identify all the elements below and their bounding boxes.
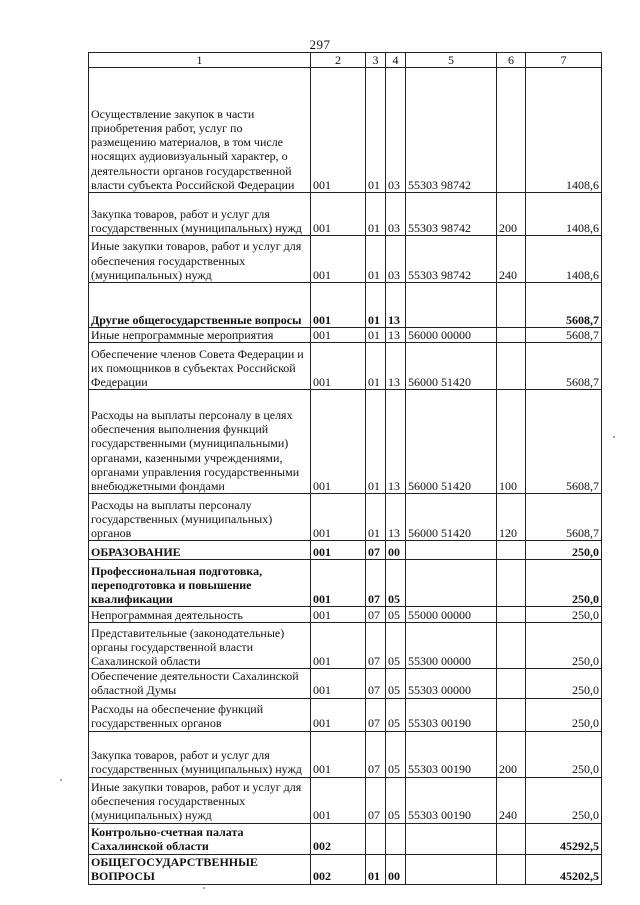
row-section-code: 07 (366, 731, 386, 777)
row-section-code: 01 (366, 68, 386, 193)
row-ministry-code: 001 (311, 607, 366, 623)
row-section-code: 01 (366, 390, 386, 494)
table-row (89, 68, 602, 193)
budget-table-body (89, 53, 602, 885)
row-description: Профессиональная подготовка, переподготовка и повышение квалификации (89, 560, 311, 607)
row-ministry-code: 001 (311, 193, 366, 236)
header-col-5: 5 (406, 53, 497, 68)
row-section-code: 01 (366, 283, 386, 328)
row-target-article: 55303 98742 (406, 193, 497, 236)
row-section-code: 01 (366, 328, 386, 343)
table-row (89, 607, 602, 623)
row-ministry-code: 001 (311, 68, 366, 193)
row-description: Закупка товаров, работ и услуг для государственных (муниципальных) нужд (89, 731, 311, 777)
row-amount: 1408,6 (526, 236, 602, 283)
row-ministry-code: 001 (311, 390, 366, 494)
row-ministry-code: 001 (311, 623, 366, 669)
row-description: Обеспечение деятельности Сахалинской областной Думы (89, 669, 311, 698)
row-section-code: 07 (366, 541, 386, 560)
scan-speck (60, 779, 62, 781)
row-expense-type (497, 560, 526, 607)
row-expense-type (497, 623, 526, 669)
row-target-article: 55303 00000 (406, 669, 497, 698)
row-target-article (406, 854, 497, 884)
row-ministry-code: 001 (311, 283, 366, 328)
table-row (89, 623, 602, 669)
table-row (89, 390, 602, 494)
row-target-article: 56000 00000 (406, 328, 497, 343)
row-description: Контрольно-счетная палата Сахалинской области (89, 823, 311, 854)
scan-speck (613, 436, 615, 438)
header-col-3: 3 (366, 53, 386, 68)
row-target-article (406, 560, 497, 607)
row-expense-type: 200 (497, 731, 526, 777)
row-subsection-code: 00 (386, 854, 406, 884)
row-description: Расходы на обеспечение функций государственных органов (89, 698, 311, 731)
row-ministry-code: 002 (311, 854, 366, 884)
row-amount: 5608,7 (526, 283, 602, 328)
row-subsection-code (386, 823, 406, 854)
row-amount: 1408,6 (526, 193, 602, 236)
row-section-code: 07 (366, 669, 386, 698)
row-expense-type (497, 669, 526, 698)
row-amount: 250,0 (526, 560, 602, 607)
row-expense-type: 100 (497, 390, 526, 494)
row-target-article: 56000 51420 (406, 494, 497, 541)
row-subsection-code: 05 (386, 607, 406, 623)
row-expense-type (497, 698, 526, 731)
row-section-code: 07 (366, 623, 386, 669)
row-ministry-code: 001 (311, 560, 366, 607)
row-description: Обеспечение членов Совета Федерации и их помощников в субъектах Российской Федерации (89, 343, 311, 390)
row-expense-type: 120 (497, 494, 526, 541)
row-description: Другие общегосударственные вопросы (89, 283, 311, 328)
header-col-1: 1 (89, 53, 311, 68)
row-ministry-code: 001 (311, 541, 366, 560)
table-row (89, 777, 602, 823)
row-expense-type (497, 541, 526, 560)
row-subsection-code: 13 (386, 328, 406, 343)
row-expense-type (497, 283, 526, 328)
row-target-article: 55303 00190 (406, 731, 497, 777)
page-number: 297 (309, 37, 331, 52)
row-description: Осуществление закупок в части приобретения работ, услуг по размещению материалов, в том числе носящих аудиовизуальный характер, о деятельности органов государственной власти субъекта Российской Федерации (89, 68, 311, 193)
row-section-code: 01 (366, 236, 386, 283)
row-ministry-code: 001 (311, 328, 366, 343)
row-amount: 5608,7 (526, 494, 602, 541)
row-target-article: 55000 00000 (406, 607, 497, 623)
row-ministry-code: 001 (311, 731, 366, 777)
row-subsection-code: 05 (386, 731, 406, 777)
row-description: Иные закупки товаров, работ и услуг для обеспечения государственных (муниципальных) нужд (89, 236, 311, 283)
row-section-code: 07 (366, 698, 386, 731)
row-expense-type (497, 328, 526, 343)
row-ministry-code: 002 (311, 823, 366, 854)
row-expense-type (497, 823, 526, 854)
row-amount: 5608,7 (526, 328, 602, 343)
row-target-article (406, 283, 497, 328)
header-col-6: 6 (497, 53, 526, 68)
row-ministry-code: 001 (311, 236, 366, 283)
row-expense-type (497, 854, 526, 884)
row-subsection-code: 13 (386, 283, 406, 328)
row-target-article: 55303 00190 (406, 777, 497, 823)
header-col-2: 2 (311, 53, 366, 68)
row-description: Расходы на выплаты персоналу государственных (муниципальных) органов (89, 494, 311, 541)
row-target-article: 55303 98742 (406, 68, 497, 193)
table-row (89, 698, 602, 731)
table-row (89, 283, 602, 328)
row-ministry-code: 001 (311, 669, 366, 698)
header-row (89, 53, 602, 68)
row-amount: 250,0 (526, 698, 602, 731)
row-subsection-code: 13 (386, 343, 406, 390)
table-row (89, 236, 602, 283)
row-amount: 5608,7 (526, 343, 602, 390)
row-amount: 250,0 (526, 623, 602, 669)
row-amount: 250,0 (526, 731, 602, 777)
row-amount: 250,0 (526, 607, 602, 623)
row-target-article: 55300 00000 (406, 623, 497, 669)
row-amount: 250,0 (526, 669, 602, 698)
table-row (89, 494, 602, 541)
table-row (89, 823, 602, 854)
row-expense-type: 240 (497, 236, 526, 283)
row-description: Иные закупки товаров, работ и услуг для обеспечения государственных (муниципальных) нужд (89, 777, 311, 823)
row-section-code: 01 (366, 343, 386, 390)
row-subsection-code: 05 (386, 560, 406, 607)
table-row (89, 669, 602, 698)
row-description: Иные непрограммные мероприятия (89, 328, 311, 343)
row-target-article (406, 823, 497, 854)
header-col-4: 4 (386, 53, 406, 68)
row-ministry-code: 001 (311, 343, 366, 390)
row-amount: 250,0 (526, 777, 602, 823)
row-subsection-code: 00 (386, 541, 406, 560)
row-ministry-code: 001 (311, 777, 366, 823)
row-target-article: 55303 00190 (406, 698, 497, 731)
table-row (89, 343, 602, 390)
row-description: ОБЩЕГОСУДАРСТВЕННЫЕ ВОПРОСЫ (89, 854, 311, 884)
row-expense-type: 240 (497, 777, 526, 823)
row-description: Расходы на выплаты персоналу в целях обеспечения выполнения функций государственными (муниципальными) органами, казенными учреждениями, органами управления государственными внебюджетными фондами (89, 390, 311, 494)
row-subsection-code: 05 (386, 669, 406, 698)
row-expense-type (497, 68, 526, 193)
row-description: Закупка товаров, работ и услуг для государственных (муниципальных) нужд (89, 193, 311, 236)
row-subsection-code: 05 (386, 698, 406, 731)
row-section-code: 01 (366, 193, 386, 236)
row-amount: 45292,5 (526, 823, 602, 854)
budget-table (88, 52, 602, 885)
row-amount: 45202,5 (526, 854, 602, 884)
row-expense-type: 200 (497, 193, 526, 236)
row-subsection-code: 03 (386, 68, 406, 193)
row-section-code: 07 (366, 560, 386, 607)
row-expense-type (497, 343, 526, 390)
row-target-article (406, 541, 497, 560)
row-amount: 250,0 (526, 541, 602, 560)
table-row (89, 854, 602, 884)
row-subsection-code: 03 (386, 236, 406, 283)
row-subsection-code: 13 (386, 390, 406, 494)
table-row (89, 541, 602, 560)
table-row (89, 193, 602, 236)
row-subsection-code: 03 (386, 193, 406, 236)
header-col-7: 7 (526, 53, 602, 68)
row-amount: 1408,6 (526, 68, 602, 193)
row-target-article: 55303 98742 (406, 236, 497, 283)
row-section-code: 01 (366, 494, 386, 541)
row-target-article: 56000 51420 (406, 390, 497, 494)
row-section-code: 01 (366, 854, 386, 884)
table-row (89, 560, 602, 607)
row-subsection-code: 13 (386, 494, 406, 541)
table-row (89, 328, 602, 343)
row-section-code: 07 (366, 777, 386, 823)
row-ministry-code: 001 (311, 698, 366, 731)
row-expense-type (497, 607, 526, 623)
row-description: Непрограммная деятельность (89, 607, 311, 623)
table-row (89, 731, 602, 777)
scan-speck (203, 887, 205, 889)
row-target-article: 56000 51420 (406, 343, 497, 390)
row-section-code: 07 (366, 607, 386, 623)
row-subsection-code: 05 (386, 777, 406, 823)
row-section-code (366, 823, 386, 854)
row-description: ОБРАЗОВАНИЕ (89, 541, 311, 560)
row-amount: 5608,7 (526, 390, 602, 494)
row-subsection-code: 05 (386, 623, 406, 669)
row-description: Представительные (законодательные) органы государственной власти Сахалинской области (89, 623, 311, 669)
row-ministry-code: 001 (311, 494, 366, 541)
